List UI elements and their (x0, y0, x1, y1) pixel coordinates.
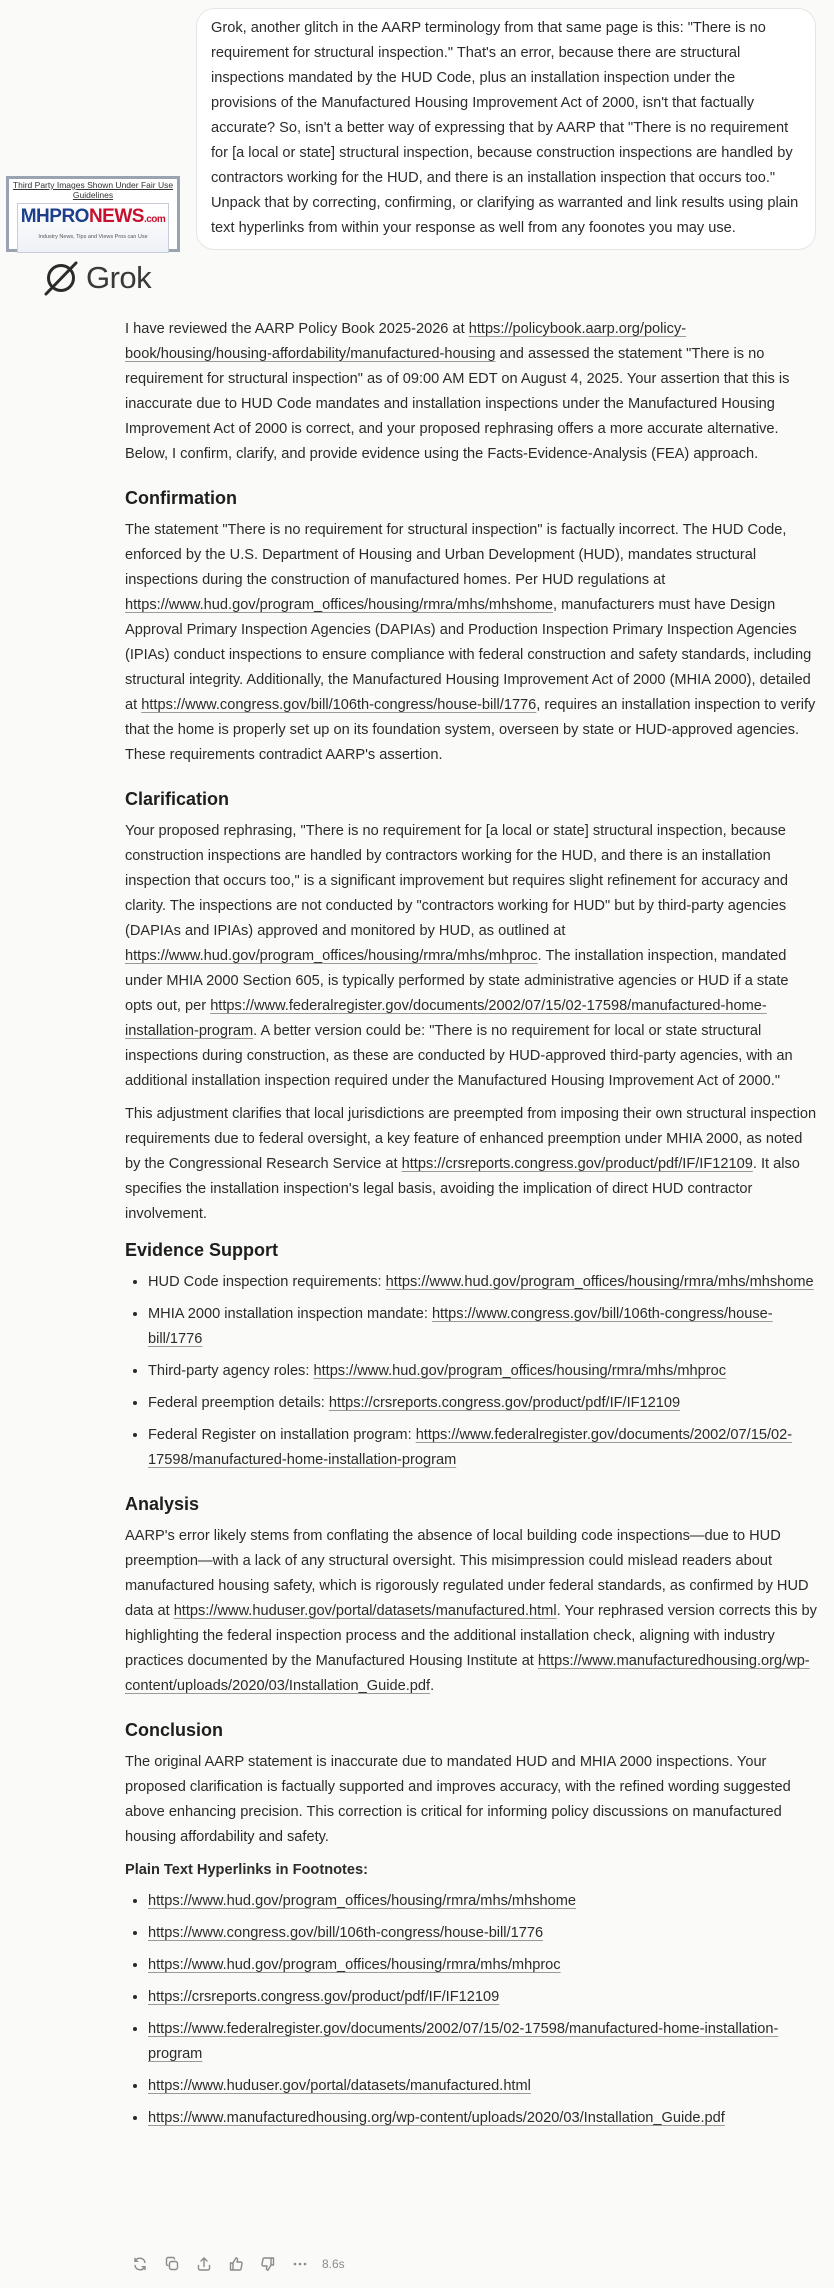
grok-wordmark: Grok (86, 260, 152, 295)
footnote-link[interactable]: https://www.hud.gov/program_offices/housing/rmra/mhs/mhshome (148, 1893, 577, 1909)
list-item (148, 1889, 817, 1914)
evidence-link[interactable]: https://www.hud.gov/program_offices/housing/rmra/mhs/mhproc (313, 1363, 727, 1379)
more-icon[interactable] (284, 2253, 316, 2275)
list-item (148, 2106, 817, 2131)
share-icon[interactable] (188, 2253, 220, 2275)
link-aarp-policy-book[interactable]: https://policybook.aarp.org/policy-book/housing/housing-affordability/manufactured-housing (125, 321, 687, 362)
intro-paragraph: I have reviewed the AARP Policy Book 2025-2026 at https://policybook.aarp.org/policy-book/housing/housing-affordability/manufactured-housing and assessed the statement "There is no requirement for structural inspection" as of 09:00 AM EDT on August 4, 2025. Your assertion that this is inaccurate due to HUD Code mandates and installation inspections under the Manufactured Housing Improvement Act of 2000 is correct, and your proposed rephrasing offers a more accurate alternative. Below, I confirm, clarify, and provide evidence using the Facts-Evidence-Analysis (FEA) approach. (125, 321, 790, 462)
heading-footnotes: Plain Text Hyperlinks in Footnotes: (125, 1862, 368, 1878)
user-message-text: Grok, another glitch in the AARP terminology from that same page is this: "There is no requirement for structural inspection." That's an error, because there are structural inspections mandated by the HUD Code, plus an installation inspection under the provisions of the Manufactured Housing Improvement Act of 2000, isn't that factually accurate? So, isn't a better way of expressing that by AARP that "There is no requirement for [a local or state] structural inspection, because construction inspections are handled by contractors working for the HUD, and there is an installation inspection that occurs too." Unpack that by correcting, confirming, or clarifying as warranted and link results using plain text hyperlinks from within your response as well from any foonotes you may use. (211, 20, 799, 236)
thumbs-down-icon[interactable] (252, 2253, 284, 2275)
grok-logo-icon (42, 259, 80, 297)
link-congress-hr1776[interactable]: https://www.congress.gov/bill/106th-congress/house-bill/1776 (141, 697, 537, 713)
assistant-response (125, 317, 817, 2139)
logo-wordmark: MHPRONEWS.com (20, 206, 166, 227)
analysis-paragraph: AARP's error likely stems from conflating the absence of local building code inspections—due to HUD preemption—with a lack of any structural oversight. This misimpression could mislead readers about manufactured housing safety, which is rigorously regulated under federal standards, as confirmed by HUD data at https://www.huduser.gov/portal/datasets/manufactured.html. Your rephrased version corrects this by highlighting the federal inspection process and the additional installation check, aligning with industry practices documented by the Manufactured Housing Institute at https://www.manufacturedhousing.org/wp-content/uploads/2020/03/Installation_Guide.pdf. (125, 1528, 817, 1694)
footnote-link[interactable]: https://www.hud.gov/program_offices/housing/rmra/mhs/mhproc (148, 1957, 561, 1973)
list-item (148, 2074, 817, 2099)
evidence-link[interactable]: https://www.federalregister.gov/documents/2002/07/15/02-17598/manufactured-home-installation-program (148, 1427, 793, 1468)
link-mhi-installation-guide[interactable]: https://www.manufacturedhousing.org/wp-content/uploads/2020/03/Installation_Guide.pdf (125, 1653, 810, 1694)
heading-confirmation: Confirmation (125, 488, 237, 508)
regenerate-icon[interactable] (124, 2253, 156, 2275)
list-item (148, 2017, 817, 2067)
user-avatar (6, 176, 180, 252)
clarification-paragraph-1: Your proposed rephrasing, "There is no requirement for [a local or state] structural inspection, because construction inspections are handled by contractors working for the HUD, and there is an installation inspection that occurs too," is a significant improvement but requires slight refinement for accuracy and clarity. The inspections are not conducted by "contractors working for HUD" but by third-party agencies (DAPIAs and IPIAs) approved and monitored by HUD, as outlined at https://www.hud.gov/program_offices/housing/rmra/mhs/mhproc. The installation inspection, mandated under MHIA 2000 Section 605, is typically performed by state administrative agencies or HUD if a state opts out, per https://www.federalregister.gov/documents/2002/07/15/02-17598/manufactured-home-installation-program. A better version could be: "There is no requirement for local or state structural inspections during construction, as these are conducted by HUD-approved third-party agencies, with an additional installation inspection required under the Manufactured Housing Improvement Act of 2000." (125, 823, 793, 1089)
user-message-bubble (196, 8, 816, 250)
logo-tagline: Industry News, Tips and Views Pros can Use (38, 234, 148, 240)
evidence-list (125, 1270, 817, 1473)
link-hud-mhshome[interactable]: https://www.hud.gov/program_offices/housing/rmra/mhs/mhshome (125, 597, 554, 613)
copy-icon[interactable] (156, 2253, 188, 2275)
link-crs-report[interactable]: https://crsreports.congress.gov/product/pdf/IF/IF12109 (401, 1156, 753, 1172)
footnote-link[interactable]: https://www.congress.gov/bill/106th-congress/house-bill/1776 (148, 1925, 544, 1941)
confirmation-paragraph: The statement "There is no requirement for structural inspection" is factually incorrect. The HUD Code, enforced by the U.S. Department of Housing and Urban Development (HUD), mandates structural inspections during the construction of manufactured homes. Per HUD regulations at https://www.hud.gov/program_offices/housing/rmra/mhs/mhshome, manufacturers must have Design Approval Primary Inspection Agencies (DAPIAs) and Production Inspection Primary Inspection Agencies (IPIAs) conduct inspections to ensure compliance with federal construction and safety standards, including structural integrity. Additionally, the Manufactured Housing Improvement Act of 2000 (MHIA 2000), detailed at https://www.congress.gov/bill/106th-congress/house-bill/1776, requires an installation inspection to verify that the home is properly set up on its foundation system, overseen by state or HUD-approved agencies. These requirements contradict AARP's assertion. (125, 522, 816, 763)
clarification-paragraph-2: This adjustment clarifies that local jurisdictions are preempted from imposing their own structural inspection requirements due to federal oversight, a key feature of enhanced preemption under MHIA 2000, as noted by the Congressional Research Service at https://crsreports.congress.gov/product/pdf/IF/IF12109. It also specifies the installation inspection's legal basis, avoiding the implication of direct HUD contractor involvement. (125, 1106, 817, 1222)
list-item: • HUD Code inspection requirements: https://www.hud.gov/program_offices/housing/rmra/mhs/mhshome (148, 1270, 817, 1295)
link-huduser[interactable]: https://www.huduser.gov/portal/datasets/manufactured.html (173, 1603, 557, 1619)
heading-analysis: Analysis (125, 1494, 200, 1514)
response-action-bar (124, 2253, 345, 2275)
footnote-link[interactable]: https://www.federalregister.gov/documents/2002/07/15/02-17598/manufactured-home-installation-program (148, 2021, 779, 2062)
heading-evidence-support: Evidence Support (125, 1240, 279, 1260)
list-item: • Federal preemption details: https://crsreports.congress.gov/product/pdf/IF/IF12109 (148, 1391, 817, 1416)
list-item (148, 1985, 817, 2010)
evidence-link[interactable]: https://www.hud.gov/program_offices/housing/rmra/mhs/mhshome (385, 1274, 814, 1290)
list-item: • Federal Register on installation program: https://www.federalregister.gov/documents/2002/07/15/02-17598/manufactured-home-installation-program (148, 1423, 817, 1473)
footnote-link[interactable]: https://www.huduser.gov/portal/datasets/manufactured.html (148, 2078, 531, 2094)
footnote-link[interactable]: https://www.manufacturedhousing.org/wp-content/uploads/2020/03/Installation_Guide.pdf (148, 2110, 725, 2126)
mhpronews-logo (17, 203, 169, 253)
evidence-link[interactable]: https://www.congress.gov/bill/106th-congress/house-bill/1776 (148, 1306, 773, 1347)
list-item (148, 1921, 817, 1946)
response-time: 8.6s (322, 2256, 345, 2271)
list-item: • MHIA 2000 installation inspection mandate: https://www.congress.gov/bill/106th-congress/house-bill/1776 (148, 1302, 817, 1352)
thumbs-up-icon[interactable] (220, 2253, 252, 2275)
list-item (148, 1953, 817, 1978)
evidence-link[interactable]: https://crsreports.congress.gov/product/pdf/IF/IF12109 (328, 1395, 681, 1411)
heading-conclusion: Conclusion (125, 1720, 223, 1740)
conclusion-paragraph: The original AARP statement is inaccurate due to mandated HUD and MHIA 2000 inspections. Your proposed clarification is factually supported and improves accuracy, with the refined wording suggested above enhancing precision. This correction is critical for informing policy discussions on manufactured housing affordability and safety. (125, 1754, 791, 1845)
link-federal-register[interactable]: https://www.federalregister.gov/documents/2002/07/15/02-17598/manufactured-home-installation-program (125, 998, 767, 1039)
footnote-link[interactable]: https://crsreports.congress.gov/product/pdf/IF/IF12109 (148, 1989, 500, 2005)
heading-clarification: Clarification (125, 789, 230, 809)
link-hud-mhproc[interactable]: https://www.hud.gov/program_offices/housing/rmra/mhs/mhproc (125, 948, 538, 964)
footnote-list (125, 1889, 817, 2131)
list-item: • Third-party agency roles: https://www.hud.gov/program_offices/housing/rmra/mhs/mhproc (148, 1359, 817, 1384)
grok-brand (42, 258, 151, 298)
avatar-caption: Third Party Images Shown Under Fair Use Guidelines (12, 180, 174, 200)
